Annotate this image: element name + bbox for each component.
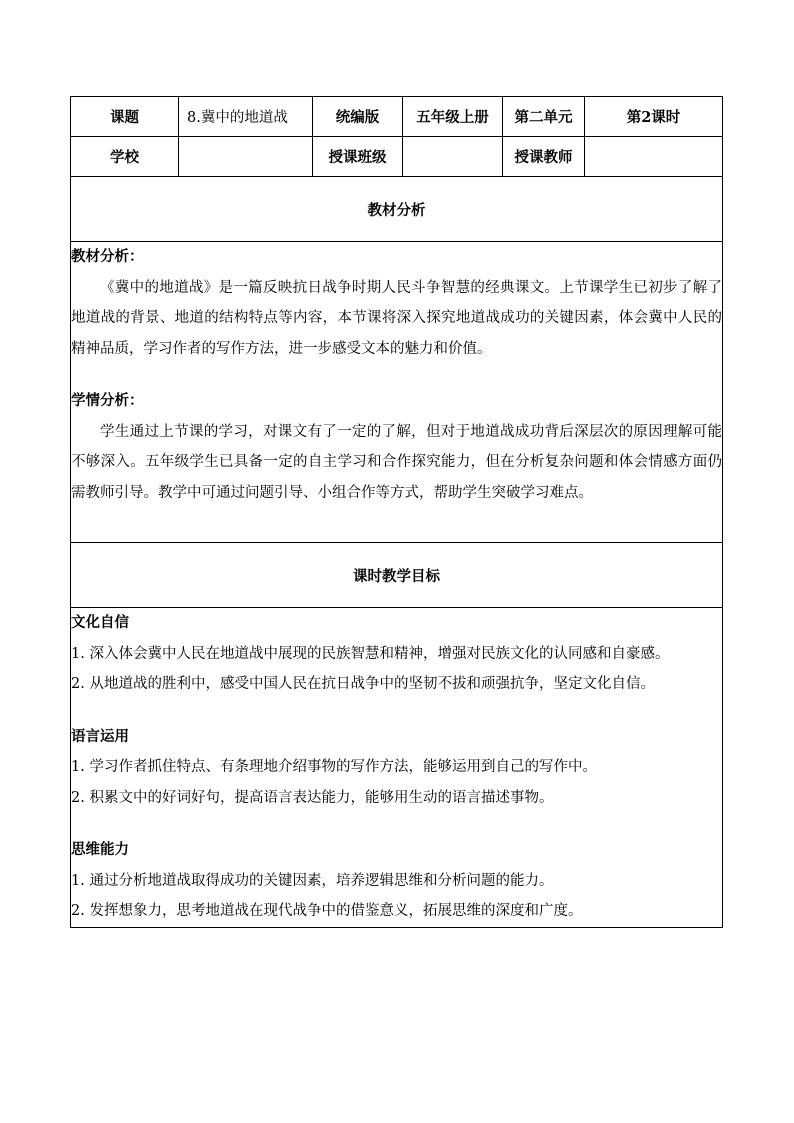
- goal-group-heading: 文化自信: [71, 614, 129, 631]
- goals-section-title: 课时教学目标: [71, 543, 723, 608]
- school-value: [179, 137, 313, 177]
- material-heading: 教材分析：: [71, 248, 144, 265]
- class-label: 授课班级: [313, 137, 403, 177]
- goal-item: 2. 从地道战的胜利中，感受中国人民在抗日战争中的坚韧不拔和顽强抗争，坚定文化自信。: [71, 676, 655, 692]
- goals-body-row: [71, 608, 723, 928]
- goal-item: 1. 深入体会冀中人民在地道战中展现的民族智慧和精神，增强对民族文化的认同感和自豪感。: [71, 645, 670, 662]
- class-value: [403, 137, 503, 177]
- goal-item: 2. 发挥想象力，思考地道战在现代战争中的借鉴意义，拓展思维的深度和广度。: [71, 903, 583, 919]
- goal-group-heading: 思维能力: [71, 841, 129, 858]
- goal-item: 1. 通过分析地道战取得成功的关键因素，培养逻辑思维和分析问题的能力。: [71, 872, 554, 889]
- goal-item: 1. 学习作者抓住特点、有条理地介绍事物的写作方法，能够运用到自己的写作中。: [71, 759, 597, 775]
- goal-item: 2. 积累文中的好词好句，提高语言表达能力，能够用生动的语言描述事物。: [71, 789, 554, 806]
- analysis-body: [71, 242, 723, 543]
- unit: 第二单元: [503, 97, 585, 137]
- analysis-section-title: 教材分析: [71, 177, 723, 242]
- school-label: 学校: [71, 137, 179, 177]
- grade: 五年级上册: [403, 97, 503, 137]
- learner-heading: 学情分析：: [71, 392, 144, 409]
- topic-label: 课题: [71, 97, 179, 137]
- spacer: [71, 700, 722, 722]
- edition: 统编版: [313, 97, 403, 137]
- lesson-plan-table: [70, 96, 723, 928]
- material-text: 《冀中的地道战》是一篇反映抗日战争时期人民斗争智慧的经典课文。上节课学生已初步了解了地道战的背景、地道的结构特点等内容，本节课将深入探究地道战成功的关键因素，体会冀中人民的精神品质，学习作者的写作方法，进一步感受文本的魅力和价值。: [71, 279, 722, 357]
- goals-body: [71, 608, 723, 928]
- analysis-body-row: [71, 242, 723, 543]
- analysis-section-row: [71, 177, 723, 242]
- spacer: [71, 813, 722, 835]
- teacher-value: [585, 137, 723, 177]
- goals-section-row: [71, 543, 723, 608]
- header-row-2: [71, 137, 723, 177]
- lesson-title: 8.冀中的地道战: [179, 97, 313, 137]
- period: 第2课时: [585, 97, 723, 137]
- spacer: [71, 364, 722, 386]
- teacher-label: 授课教师: [503, 137, 585, 177]
- learner-text: 学生通过上节课的学习，对课文有了一定的了解，但对于地道战成功背后深层次的原因理解可能不够深入。五年级学生已具备一定的自主学习和合作探究能力，但在分析复杂问题和体会情感方面仍需教师引导。教学中可通过问题引导、小组合作等方式，帮助学生突破学习难点。: [71, 423, 722, 501]
- goal-group-heading: 语言运用: [71, 727, 129, 745]
- header-row-1: [71, 97, 723, 137]
